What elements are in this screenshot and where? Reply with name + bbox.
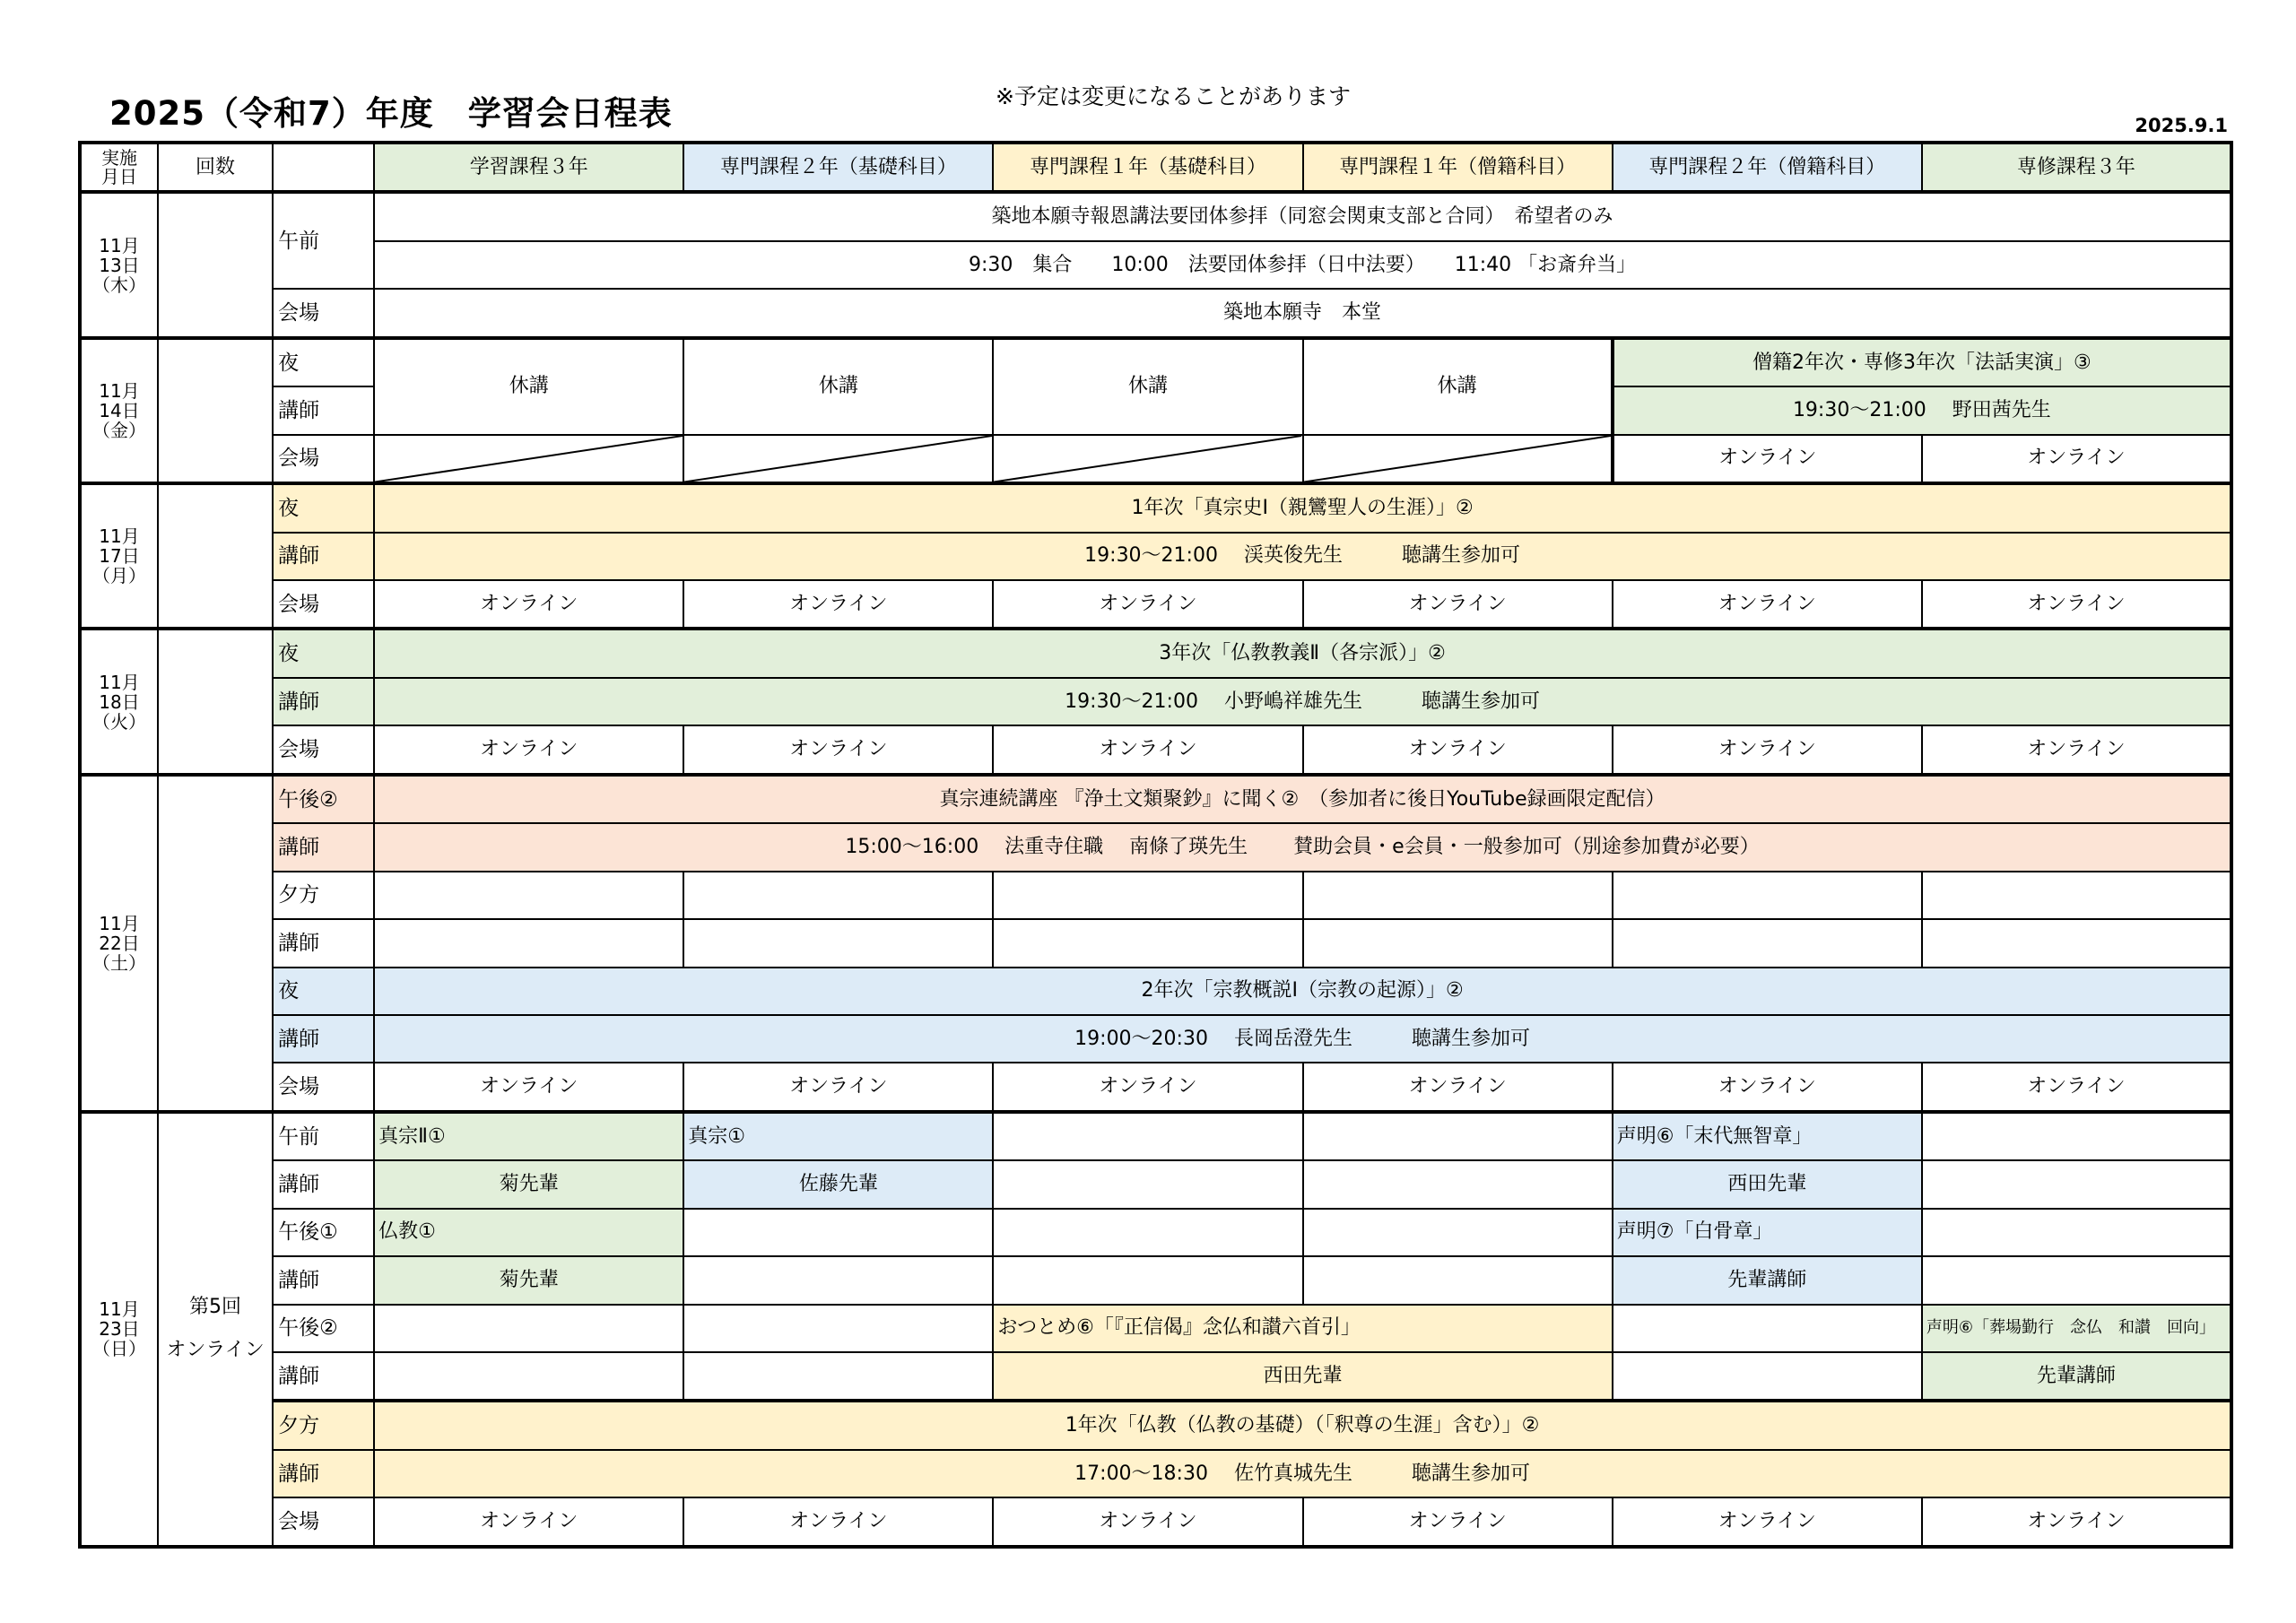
venue-value: オンライン bbox=[683, 1497, 993, 1547]
day-row-1123-morning bbox=[80, 1112, 2231, 1160]
event-time: 19:30～21:00 小野嶋祥雄先生 聴講生参加可 bbox=[374, 678, 2231, 725]
schedule-table bbox=[78, 141, 2233, 1549]
empty-cell bbox=[1613, 1305, 1922, 1352]
date-cell: 11月 23日 （日） bbox=[80, 1112, 158, 1547]
day-row-1123-afternoon1 bbox=[80, 1209, 2231, 1256]
lecturer-name: 菊先輩 bbox=[374, 1160, 683, 1208]
lecturer-name: 西田先輩 bbox=[993, 1352, 1612, 1401]
day-row-1123-afternoon2-lecturer bbox=[80, 1352, 2231, 1401]
venue-value: オンライン bbox=[1613, 1063, 1922, 1111]
day-row-1114-evening bbox=[80, 338, 2231, 386]
venue-value: オンライン bbox=[683, 1063, 993, 1111]
lecturer-name: 佐藤先輩 bbox=[683, 1160, 993, 1208]
empty-cell bbox=[1613, 1352, 1922, 1401]
event-title: 築地本願寺報恩講法要団体参拝（同窓会関東支部と合同） 希望者のみ bbox=[374, 192, 2231, 240]
lecturer-name: 西田先輩 bbox=[1613, 1160, 1922, 1208]
lecturer-name: 先輩講師 bbox=[1922, 1352, 2231, 1401]
day-row-1117-lecturer bbox=[80, 533, 2231, 580]
event-time: 15:00～16:00 法重寺住職 南條了瑛先生 賛助会員・e会員・一般参加可（別途参加費が必要） bbox=[374, 823, 2231, 871]
class-title: おつとめ⑥「『正信偈』念仏和讃六首引」 bbox=[993, 1305, 1612, 1352]
day-row-1123-early-evening bbox=[80, 1401, 2231, 1449]
event-time: 19:30～21:00 野田茜先生 bbox=[1613, 386, 2231, 434]
class-title: 仏教① bbox=[374, 1209, 683, 1256]
day-row-1123-afternoon1-lecturer bbox=[80, 1256, 2231, 1304]
venue-value: オンライン bbox=[683, 580, 993, 629]
slot-label: 講師 bbox=[273, 1160, 374, 1208]
class-title: 真宗Ⅱ① bbox=[374, 1112, 683, 1160]
event-time: 9:30 集合 10:00 法要団体参拝（日中法要） 11:40 「お斎弁当」 bbox=[374, 241, 2231, 289]
date-cell: 11月 14日 （金） bbox=[80, 338, 158, 483]
slot-label: 講師 bbox=[273, 1352, 374, 1401]
empty-cell bbox=[993, 872, 1302, 919]
date-cell: 11月 17日 （月） bbox=[80, 483, 158, 629]
event-time: 17:00～18:30 佐竹真城先生 聴講生参加可 bbox=[374, 1450, 2231, 1497]
date-cell: 11月 22日 （土） bbox=[80, 775, 158, 1112]
slot-label: 講師 bbox=[273, 533, 374, 580]
document-date: 2025.9.1 bbox=[2135, 115, 2228, 136]
slot-label: 夜 bbox=[273, 483, 374, 532]
empty-cell bbox=[683, 1305, 993, 1352]
slot-label: 午前 bbox=[273, 1112, 374, 1160]
venue-value: オンライン bbox=[1303, 1497, 1613, 1547]
empty-cell bbox=[993, 1112, 1302, 1160]
slot-label: 講師 bbox=[273, 1256, 374, 1304]
empty-cell bbox=[683, 1352, 993, 1401]
empty-cell bbox=[1922, 872, 2231, 919]
date-column-header: 実施 月日 bbox=[80, 143, 158, 192]
slot-label: 講師 bbox=[273, 678, 374, 725]
lecturer-name: 菊先輩 bbox=[374, 1256, 683, 1304]
round-mode: オンライン bbox=[166, 1339, 265, 1362]
empty-cell bbox=[1922, 1112, 2231, 1160]
venue-value: オンライン bbox=[1303, 580, 1613, 629]
venue-value: オンライン bbox=[993, 580, 1302, 629]
day-row-1113-venue bbox=[80, 289, 2231, 337]
empty-cell bbox=[1303, 1209, 1613, 1256]
round-cell bbox=[158, 629, 273, 774]
empty-cell bbox=[993, 1160, 1302, 1208]
day-row-1114-venue bbox=[80, 435, 2231, 483]
event-title: 真宗連続講座 『浄土文類聚鈔』に聞く② （参加者に後日YouTube録画限定配信） bbox=[374, 775, 2231, 823]
venue-value: オンライン bbox=[1613, 580, 1922, 629]
schedule-change-notice: ※予定は変更になることがあります bbox=[996, 83, 1351, 109]
slot-label: 講師 bbox=[273, 386, 374, 434]
venue-value: オンライン bbox=[993, 1497, 1302, 1547]
closed-cell: 休講 bbox=[993, 338, 1302, 435]
day-row-1123-afternoon2 bbox=[80, 1305, 2231, 1352]
slot-label: 夜 bbox=[273, 629, 374, 677]
class-title: 声明⑦「白骨章」 bbox=[1613, 1209, 1922, 1256]
event-time: 19:30～21:00 渓英俊先生 聴講生参加可 bbox=[374, 533, 2231, 580]
slot-label: 会場 bbox=[273, 1063, 374, 1111]
empty-cell bbox=[1303, 1160, 1613, 1208]
day-row-1117-evening bbox=[80, 483, 2231, 532]
empty-cell bbox=[993, 1256, 1302, 1304]
event-title: 3年次「仏教教義Ⅱ（各宗派）」② bbox=[374, 629, 2231, 677]
slot-label: 会場 bbox=[273, 725, 374, 774]
round-number: 第5回 bbox=[189, 1296, 242, 1319]
venue-value: オンライン bbox=[1303, 1063, 1613, 1111]
slot-label: 会場 bbox=[273, 435, 374, 483]
event-title: 1年次「真宗史Ⅰ（親鸞聖人の生涯）」② bbox=[374, 483, 2231, 532]
day-row-1122-evening-lecturer bbox=[80, 1015, 2231, 1063]
slot-label: 夕方 bbox=[273, 1401, 374, 1449]
venue-value: オンライン bbox=[1613, 435, 1922, 483]
venue-value: オンライン bbox=[374, 725, 683, 774]
venue-value: オンライン bbox=[1613, 725, 1922, 774]
empty-cell bbox=[1303, 1256, 1613, 1304]
venue-value: オンライン bbox=[1922, 725, 2231, 774]
round-column-header: 回数 bbox=[158, 143, 273, 192]
event-title: 1年次「仏教（仏教の基礎）（「釈尊の生涯」含む）」② bbox=[374, 1401, 2231, 1449]
slot-label: 会場 bbox=[273, 1497, 374, 1547]
day-row-1122-afternoon2 bbox=[80, 775, 2231, 823]
empty-cell bbox=[1303, 872, 1613, 919]
empty-cell bbox=[1922, 1209, 2231, 1256]
empty-cell bbox=[1613, 919, 1922, 967]
round-cell bbox=[158, 775, 273, 1112]
round-cell bbox=[158, 1112, 273, 1547]
day-row-1113-morning-1 bbox=[80, 192, 2231, 240]
slot-label: 夜 bbox=[273, 338, 374, 386]
empty-cell bbox=[1922, 919, 2231, 967]
venue-value: オンライン bbox=[1303, 725, 1613, 774]
empty-cell bbox=[683, 919, 993, 967]
venue-value: オンライン bbox=[1922, 435, 2231, 483]
empty-cell bbox=[993, 1209, 1302, 1256]
slot-label: 会場 bbox=[273, 580, 374, 629]
venue-value: オンライン bbox=[1922, 1063, 2231, 1111]
event-title: 僧籍2年次・専修3年次「法話実演」③ bbox=[1613, 338, 2231, 386]
venue-value: オンライン bbox=[683, 725, 993, 774]
day-row-1122-venue bbox=[80, 1063, 2231, 1111]
venue-value: オンライン bbox=[374, 1063, 683, 1111]
course-header-1: 学習課程３年 bbox=[374, 143, 683, 192]
slot-label: 会場 bbox=[273, 289, 374, 337]
day-row-1123-morning-lecturer bbox=[80, 1160, 2231, 1208]
date-cell: 11月 18日 （火） bbox=[80, 629, 158, 774]
course-header-4: 専門課程１年（僧籍科目） bbox=[1303, 143, 1613, 192]
empty-cell bbox=[683, 1256, 993, 1304]
empty-slash-cell bbox=[683, 435, 993, 483]
course-header-3: 専門課程１年（基礎科目） bbox=[993, 143, 1302, 192]
empty-cell bbox=[1922, 1160, 2231, 1208]
venue-value: オンライン bbox=[1922, 1497, 2231, 1547]
empty-cell bbox=[374, 1305, 683, 1352]
lecturer-name: 先輩講師 bbox=[1613, 1256, 1922, 1304]
date-cell: 11月 13日 （木） bbox=[80, 192, 158, 337]
empty-slash-cell bbox=[993, 435, 1302, 483]
class-title: 真宗① bbox=[683, 1112, 993, 1160]
slot-label: 午後① bbox=[273, 1209, 374, 1256]
event-title: 2年次「宗教概説Ⅰ（宗教の起源）」② bbox=[374, 968, 2231, 1015]
day-row-1122-evening bbox=[80, 968, 2231, 1015]
empty-cell bbox=[683, 872, 993, 919]
class-title: 声明⑥「末代無智章」 bbox=[1613, 1112, 1922, 1160]
venue-value: オンライン bbox=[1613, 1497, 1922, 1547]
day-row-1113-morning-2 bbox=[80, 241, 2231, 289]
round-cell bbox=[158, 192, 273, 337]
closed-cell: 休講 bbox=[683, 338, 993, 435]
venue-value: 築地本願寺 本堂 bbox=[374, 289, 2231, 337]
venue-value: オンライン bbox=[374, 580, 683, 629]
class-title: 声明⑥「葬場勤行 念仏 和讃 回向」 bbox=[1922, 1305, 2231, 1352]
course-header-2: 専門課程２年（基礎科目） bbox=[683, 143, 993, 192]
empty-cell bbox=[1613, 872, 1922, 919]
course-header-6: 専修課程３年 bbox=[1922, 143, 2231, 192]
empty-cell bbox=[993, 919, 1302, 967]
day-row-1122-afternoon2-lecturer bbox=[80, 823, 2231, 871]
day-row-1117-venue bbox=[80, 580, 2231, 629]
round-cell bbox=[158, 338, 273, 483]
slot-label: 講師 bbox=[273, 1450, 374, 1497]
slot-column-header bbox=[273, 143, 374, 192]
day-row-1123-venue bbox=[80, 1497, 2231, 1547]
closed-cell: 休講 bbox=[374, 338, 683, 435]
empty-slash-cell bbox=[374, 435, 683, 483]
venue-value: オンライン bbox=[993, 725, 1302, 774]
day-row-1118-lecturer bbox=[80, 678, 2231, 725]
slot-label: 夕方 bbox=[273, 872, 374, 919]
slot-label: 講師 bbox=[273, 919, 374, 967]
closed-cell: 休講 bbox=[1303, 338, 1613, 435]
empty-cell bbox=[374, 1352, 683, 1401]
empty-cell bbox=[1303, 1112, 1613, 1160]
empty-cell bbox=[683, 1209, 993, 1256]
slot-label: 午後② bbox=[273, 775, 374, 823]
day-row-1122-early-evening-lecturer bbox=[80, 919, 2231, 967]
empty-cell bbox=[1303, 919, 1613, 967]
course-header-5: 専門課程２年（僧籍科目） bbox=[1613, 143, 1922, 192]
slot-label: 講師 bbox=[273, 823, 374, 871]
slot-label: 講師 bbox=[273, 1015, 374, 1063]
slot-label: 午後② bbox=[273, 1305, 374, 1352]
venue-value: オンライン bbox=[1922, 580, 2231, 629]
day-row-1118-evening bbox=[80, 629, 2231, 677]
empty-cell bbox=[374, 919, 683, 967]
empty-cell bbox=[374, 872, 683, 919]
day-row-1118-venue bbox=[80, 725, 2231, 774]
event-time: 19:00～20:30 長岡岳澄先生 聴講生参加可 bbox=[374, 1015, 2231, 1063]
empty-slash-cell bbox=[1303, 435, 1613, 483]
venue-value: オンライン bbox=[993, 1063, 1302, 1111]
slot-label: 午前 bbox=[273, 192, 374, 289]
venue-value: オンライン bbox=[374, 1497, 683, 1547]
empty-cell bbox=[1922, 1256, 2231, 1304]
day-row-1123-early-evening-lecturer bbox=[80, 1450, 2231, 1497]
header-row bbox=[80, 143, 2231, 192]
day-row-1122-early-evening bbox=[80, 872, 2231, 919]
round-cell bbox=[158, 483, 273, 629]
slot-label: 夜 bbox=[273, 968, 374, 1015]
page-title: 2025（令和7）年度 学習会日程表 bbox=[109, 94, 673, 133]
